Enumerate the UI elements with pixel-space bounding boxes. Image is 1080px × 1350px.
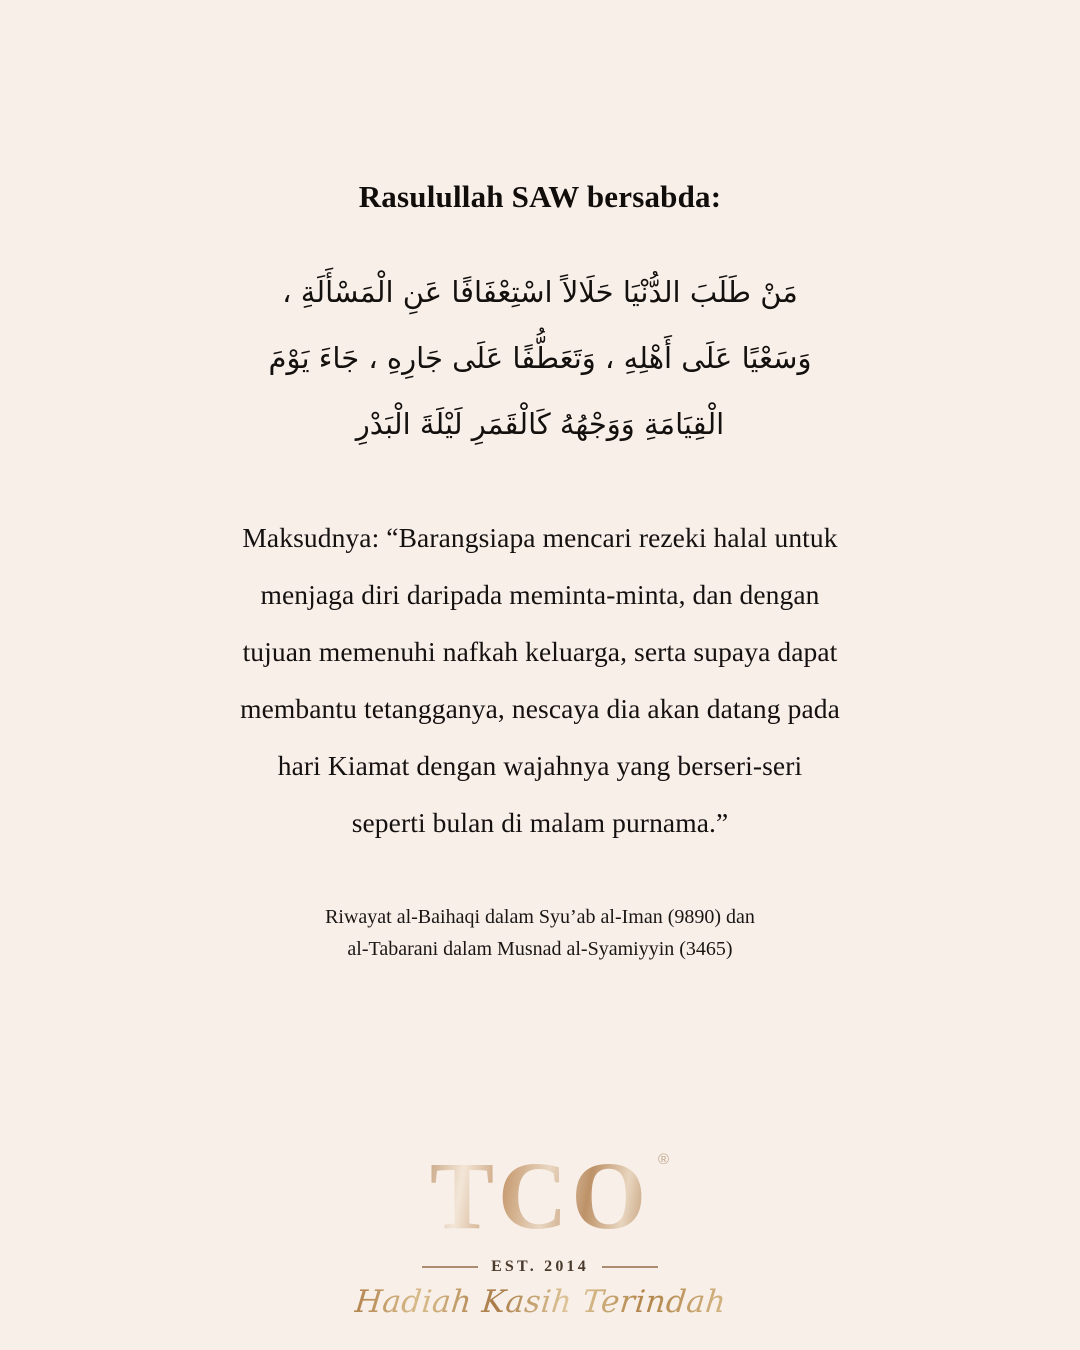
brand-logo [0, 1142, 1080, 1320]
logo-established-row [422, 1258, 658, 1276]
arabic-line-2: وَسَعْيًا عَلَى أَهْلِهِ ، وَتَعَطُّفًا عَلَى جَارِهِ ، جَاءَ يَوْمَ [268, 341, 812, 376]
arabic-line-1: مَنْ طَلَبَ الدُّنْيَا حَلَالاً اسْتِعْفَافًا عَنِ الْمَسْأَلَةِ ، [282, 275, 798, 310]
translation-text: Maksudnya: “Barangsiapa mencari rezeki halal untuk menjaga diri daripada meminta-minta, dan dengan tujuan memenuhi nafkah keluarga, serta supaya dapat membantu tetangganya, nescaya dia akan datang pada hari Kiamat dengan wajahnya yang berseri-seri seperti bulan di malam purnama.” [240, 522, 840, 839]
arabic-line-3: الْقِيَامَةِ وَوَجْهُهُ كَالْقَمَرِ لَيْلَةَ الْبَدْرِ [355, 407, 725, 442]
arabic-hadith-block [230, 259, 850, 457]
source-attribution [220, 901, 860, 965]
logo-established-year: EST. 2014 [491, 1258, 589, 1275]
logo-wordmark-wrap [429, 1142, 670, 1249]
page-title: Rasulullah SAW bersabda: [358, 179, 722, 214]
source-line-2: al-Tabarani dalam Musnad al-Syamiyyin (3465) [347, 938, 733, 961]
logo-wordmark: TCO [429, 1142, 651, 1249]
source-line-1: Riwayat al-Baihaqi dalam Syu’ab al-Iman (9890) dan [325, 906, 755, 929]
rule-right-icon [602, 1266, 658, 1268]
registered-trademark-icon: ® [657, 1151, 670, 1168]
logo-tagline: Hadiah Kasih Terindah [352, 1284, 728, 1320]
rule-left-icon [422, 1266, 478, 1268]
